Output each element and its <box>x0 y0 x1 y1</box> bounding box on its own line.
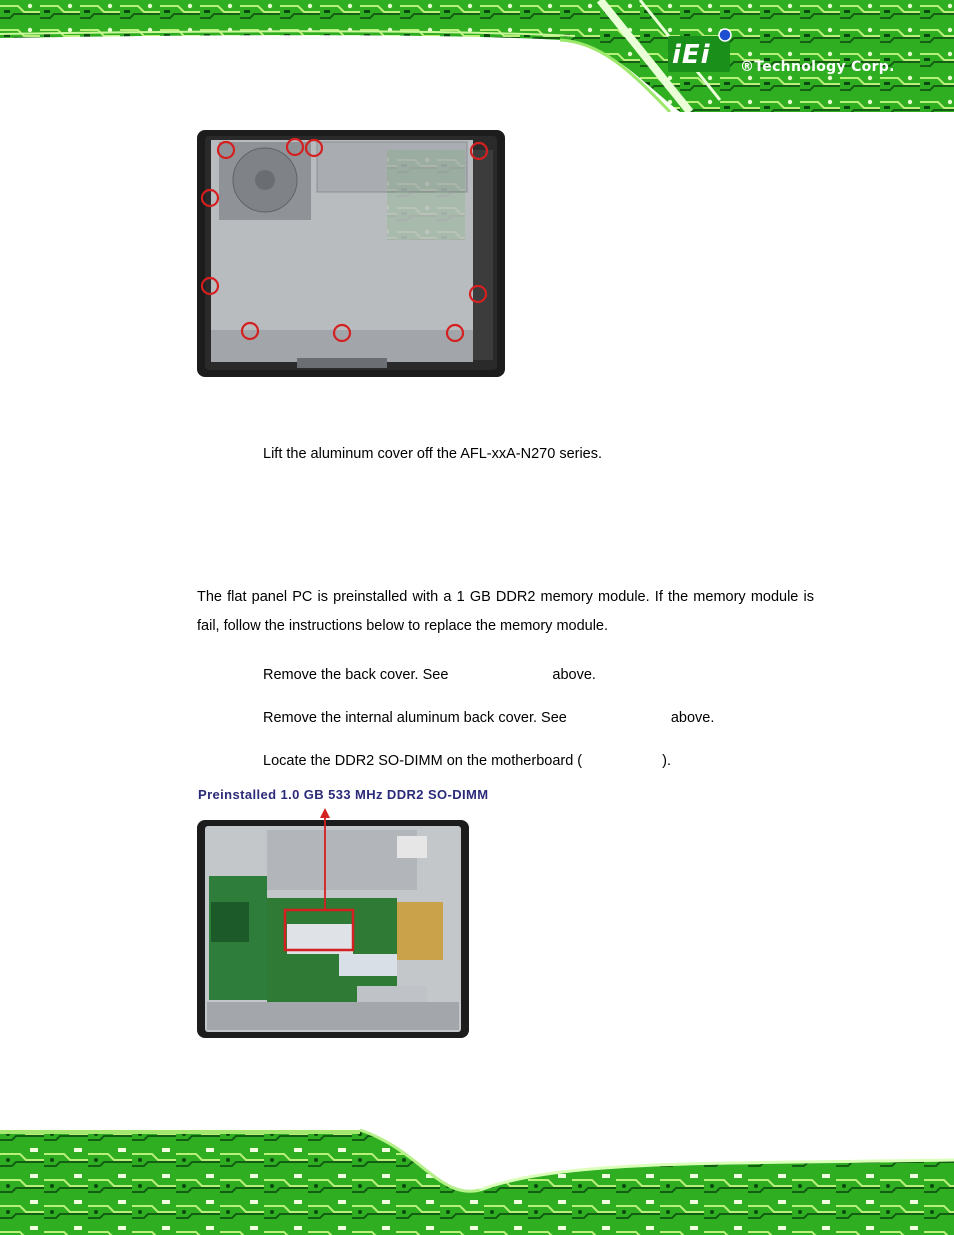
header-banner <box>0 0 954 112</box>
step-2-text: Remove the internal aluminum back cover. See <box>263 710 567 726</box>
logo-company-text: ®Technology Corp. <box>740 59 895 75</box>
step-3-text: Locate the DDR2 SO-DIMM on the motherboard ( <box>263 753 583 769</box>
step-2-suffix: above. <box>670 710 715 726</box>
step-3-suffix: ). <box>662 753 671 769</box>
step-locate-sodimm <box>263 753 671 769</box>
logo-mark-text: iEi <box>672 40 711 70</box>
sodimm-figure-caption: Preinstalled 1.0 GB 533 MHz DDR2 SO-DIMM <box>198 787 489 802</box>
memory-intro-paragraph: The flat panel PC is preinstalled with a 1 GB DDR2 memory module. If the memory module is fail, follow the instructions below to replace the memory module. <box>197 589 814 634</box>
step-1-text: Remove the back cover. See <box>263 667 449 683</box>
motherboard-sodimm-photo <box>197 806 469 1038</box>
step-remove-aluminum-cover <box>263 710 714 726</box>
step-remove-back-cover <box>263 667 596 683</box>
step-1-suffix: above. <box>552 667 596 683</box>
step-lift-cover: Lift the aluminum cover off the AFL-xxA-N270 series. <box>263 446 603 462</box>
aluminum-cover-photo <box>197 130 505 377</box>
footer-banner <box>0 1120 954 1235</box>
sodimm-pointer-arrowhead <box>320 808 330 818</box>
